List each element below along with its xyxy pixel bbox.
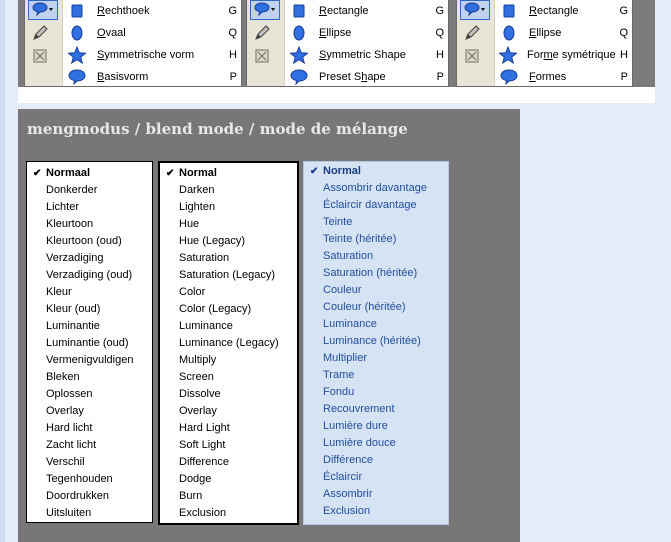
blend-option-label: Normal	[179, 167, 217, 179]
menu-item-ellipse[interactable]	[286, 22, 444, 44]
menu-item-shortcut: P	[229, 71, 237, 83]
blend-option-saturation[interactable]	[304, 248, 448, 265]
blend-option-luminantie-oud[interactable]	[27, 335, 152, 352]
star-icon	[499, 46, 517, 64]
menu-item-shortcut: Q	[228, 27, 237, 39]
blend-option-normal[interactable]	[160, 165, 297, 182]
blend-option-label: Hard licht	[46, 422, 93, 434]
blend-option-label: Normal	[323, 165, 361, 177]
blend-option-color-legacy[interactable]	[160, 301, 297, 318]
speech-bubble-icon	[499, 69, 519, 85]
blend-option-label: Multiply	[179, 354, 217, 366]
star-icon	[289, 46, 309, 64]
blend-option-label: Luminance	[323, 318, 377, 330]
blend-option-overlay[interactable]	[160, 403, 297, 420]
blend-option-label: Teinte (héritée)	[323, 233, 397, 245]
speech-bubble-icon	[289, 69, 309, 85]
menu-item-label: Symmetric Shape	[319, 49, 406, 61]
blend-option-label: Difference	[179, 456, 229, 468]
blend-option-label: Trame	[323, 369, 355, 381]
menu-item-rechthoek[interactable]	[64, 0, 237, 22]
menu-item-ovaal[interactable]	[64, 22, 237, 44]
blend-option-label: Kleurtoon	[46, 218, 94, 230]
blend-option-soft-light[interactable]	[160, 437, 297, 454]
blend-option-label: Overlay	[179, 405, 217, 417]
menu-item-ellipse[interactable]	[496, 22, 628, 44]
blend-option-label: Color (Legacy)	[179, 303, 252, 315]
menu-item-basisvorm[interactable]	[64, 66, 237, 88]
menu-item-shortcut: P	[436, 71, 444, 83]
ellipse-icon	[499, 25, 519, 41]
blend-option-label: Dissolve	[179, 388, 221, 400]
blend-option-label: Exclusion	[179, 507, 227, 519]
blend-option-fondu[interactable]	[304, 384, 448, 401]
blend-option-label: Soft Light	[179, 439, 226, 451]
blend-option-label: Overlay	[46, 405, 84, 417]
menu-item-shortcut: H	[229, 49, 237, 61]
menu-item-label: Ovaal	[97, 27, 126, 39]
blend-option-assombrir-davantage[interactable]	[304, 180, 448, 197]
shape-edit-tool-icon[interactable]	[250, 46, 274, 66]
blend-option-multiplier[interactable]	[304, 350, 448, 367]
blend-option-label: Éclaircir davantage	[323, 199, 417, 211]
rectangle-icon	[67, 4, 87, 18]
blend-option-label: Fondu	[323, 386, 355, 398]
menu-item-rectangle[interactable]	[496, 0, 628, 22]
blend-option-luminance-heritee[interactable]	[304, 333, 448, 350]
blend-option-tegenhouden[interactable]	[27, 471, 152, 488]
blend-option-label: Lumière dure	[323, 420, 388, 432]
blend-mode-panel	[18, 109, 520, 542]
blend-option-label: Assombrir davantage	[323, 182, 427, 194]
blend-option-bleken[interactable]	[27, 369, 152, 386]
blend-option-screen[interactable]	[160, 369, 297, 386]
blend-option-luminance-legacy[interactable]	[160, 335, 297, 352]
blend-option-darken[interactable]	[160, 182, 297, 199]
blend-option-verschil[interactable]	[27, 454, 152, 471]
shape-tool-buttons	[26, 0, 62, 66]
blend-option-label: Saturation (héritée)	[323, 267, 418, 279]
blend-option-label: Uitsluiten	[46, 507, 92, 519]
blend-option-doordrukken[interactable]	[27, 488, 152, 505]
shape-menu-english	[246, 0, 449, 87]
shape-menus-band	[18, 0, 655, 103]
blend-option-label: Bleken	[46, 371, 80, 383]
blend-option-label: Exclusion	[323, 505, 371, 517]
blend-option-color[interactable]	[160, 284, 297, 301]
blend-option-label: Vermenigvuldigen	[46, 354, 134, 366]
blend-option-normaal[interactable]	[27, 165, 152, 182]
blend-option-label: Kleur	[46, 286, 72, 298]
blend-option-difference[interactable]	[304, 452, 448, 469]
menu-item-label: Forme symétrique	[527, 49, 616, 61]
menu-item-label: Basisvorm	[97, 71, 149, 83]
blend-list-dutch	[26, 161, 153, 523]
blend-option-label: Doordrukken	[46, 490, 109, 502]
blend-option-label: Luminance (héritée)	[323, 335, 421, 347]
ellipse-icon	[289, 25, 309, 41]
blend-option-exclusion[interactable]	[160, 505, 297, 522]
shape-tool-buttons	[458, 0, 494, 66]
menu-item-shortcut: G	[619, 5, 628, 17]
rectangle-icon	[289, 4, 309, 18]
blend-option-verzadiging-oud[interactable]	[27, 267, 152, 284]
blend-option-label: Kleurtoon (oud)	[46, 235, 122, 247]
menu-item-preset-shape[interactable]	[286, 66, 444, 88]
blend-option-label: Luminantie	[46, 320, 100, 332]
blend-option-kleur[interactable]	[27, 284, 152, 301]
check-icon: ✔	[310, 166, 319, 177]
blend-option-label: Darken	[179, 184, 215, 196]
blend-option-label: Saturation (Legacy)	[179, 269, 275, 281]
menu-item-shortcut: G	[435, 5, 444, 17]
speech-bubble-tool-icon[interactable]	[28, 0, 58, 20]
blend-option-saturation[interactable]	[160, 250, 297, 267]
blend-option-label: Multiplier	[323, 352, 368, 364]
blend-option-difference[interactable]	[160, 454, 297, 471]
blend-option-trame[interactable]	[304, 367, 448, 384]
menu-item-rectangle[interactable]	[286, 0, 444, 22]
menu-item-shortcut: H	[436, 49, 444, 61]
menu-item-symmetrische-vorm[interactable]	[64, 44, 237, 66]
blend-option-dodge[interactable]	[160, 471, 297, 488]
blend-option-overlay[interactable]	[27, 403, 152, 420]
blend-option-label: Verzadiging	[46, 252, 104, 264]
blend-option-label: Luminantie (oud)	[46, 337, 129, 349]
blend-option-label: Teinte	[323, 216, 353, 228]
pen-tool-icon[interactable]	[460, 23, 484, 43]
blend-option-label: Saturation	[179, 252, 230, 264]
shape-menu-french	[456, 0, 633, 87]
blend-option-saturation-heritee[interactable]	[304, 265, 448, 282]
blend-option-label: Hue	[179, 218, 200, 230]
menu-item-label: Ellipse	[529, 27, 562, 39]
blend-option-label: Éclaircir	[323, 471, 363, 483]
menu-item-label: Rectangle	[319, 5, 369, 17]
blend-option-label: Dodge	[179, 473, 212, 485]
blend-option-normal[interactable]	[304, 163, 448, 180]
blend-option-assombrir[interactable]	[304, 486, 448, 503]
blend-option-label: Zacht licht	[46, 439, 97, 451]
menu-item-label: Formes	[529, 71, 567, 83]
blend-option-label: Verzadiging (oud)	[46, 269, 133, 281]
shape-edit-tool-icon[interactable]	[28, 46, 52, 66]
menu-item-shortcut: Q	[619, 27, 628, 39]
shape-menu-dutch	[24, 0, 242, 87]
blend-option-hard-licht[interactable]	[27, 420, 152, 437]
blend-option-label: Différence	[323, 454, 373, 466]
blend-option-lichter[interactable]	[27, 199, 152, 216]
blend-option-label: Verschil	[46, 456, 85, 468]
blend-option-label: Lichter	[46, 201, 80, 213]
blend-option-label: Luminance (Legacy)	[179, 337, 279, 349]
blend-option-label: Burn	[179, 490, 203, 502]
menu-item-label: Rechthoek	[97, 5, 150, 17]
speech-bubble-icon	[67, 69, 87, 85]
blend-option-multiply[interactable]	[160, 352, 297, 369]
rectangle-icon	[499, 4, 519, 18]
menu-item-label: Preset Shape	[319, 71, 386, 83]
blend-option-label: Couleur	[323, 284, 362, 296]
blend-option-donkerder[interactable]	[27, 182, 152, 199]
menu-item-label: Rectangle	[529, 5, 579, 17]
blend-option-vermenigvuldigen[interactable]	[27, 352, 152, 369]
blend-option-label: Donkerder	[46, 184, 98, 196]
blend-option-label: Lumière douce	[323, 437, 396, 449]
blend-option-label: Assombrir	[323, 488, 373, 500]
blend-option-burn[interactable]	[160, 488, 297, 505]
menu-item-forme-symetrique[interactable]	[496, 44, 628, 66]
blend-option-couleur[interactable]	[304, 282, 448, 299]
blend-option-verzadiging[interactable]	[27, 250, 152, 267]
blend-option-saturation-legacy[interactable]	[160, 267, 297, 284]
blend-option-luminance[interactable]	[160, 318, 297, 335]
blend-option-teinte[interactable]	[304, 214, 448, 231]
pen-tool-icon[interactable]	[28, 23, 52, 43]
blend-option-label: Hue (Legacy)	[179, 235, 246, 247]
menu-item-label: Ellipse	[319, 27, 352, 39]
shape-edit-tool-icon[interactable]	[460, 46, 484, 66]
blend-option-oplossen[interactable]	[27, 386, 152, 403]
blend-option-uitsluiten[interactable]	[27, 505, 152, 522]
blend-option-zacht-licht[interactable]	[27, 437, 152, 454]
blend-option-kleur-oud[interactable]	[27, 301, 152, 318]
blend-option-lumiere-douce[interactable]	[304, 435, 448, 452]
blend-option-label: Oplossen	[46, 388, 93, 400]
blend-option-recouvrement[interactable]	[304, 401, 448, 418]
ellipse-icon	[67, 25, 87, 41]
blend-option-label: Kleur (oud)	[46, 303, 101, 315]
blend-option-lighten[interactable]	[160, 199, 297, 216]
blend-option-label: Recouvrement	[323, 403, 395, 415]
shape-tool-buttons	[248, 0, 284, 66]
check-icon: ✔	[33, 168, 42, 179]
blend-option-exclusion[interactable]	[304, 503, 448, 520]
star-icon	[67, 46, 87, 64]
speech-bubble-tool-icon[interactable]	[460, 0, 490, 20]
left-edge-strip	[0, 0, 5, 542]
blend-option-couleur-heritee[interactable]	[304, 299, 448, 316]
blend-option-label: Tegenhouden	[46, 473, 113, 485]
blend-option-label: Normaal	[46, 167, 91, 179]
blend-option-label: Saturation	[323, 250, 374, 262]
blend-option-label: Luminance	[179, 320, 233, 332]
speech-bubble-tool-icon[interactable]	[250, 0, 280, 20]
blend-option-label: Lighten	[179, 201, 216, 213]
blend-option-hard-light[interactable]	[160, 420, 297, 437]
blend-mode-title: mengmodus / blend mode / mode de mélange	[27, 120, 408, 138]
blend-option-kleurtoon-oud[interactable]	[27, 233, 152, 250]
menu-item-symmetric-shape[interactable]	[286, 44, 444, 66]
menu-item-shortcut: Q	[435, 27, 444, 39]
blend-option-eclaircir-davantage[interactable]	[304, 197, 448, 214]
menu-item-shortcut: P	[620, 71, 628, 83]
blend-list-english	[158, 161, 299, 525]
menu-item-formes[interactable]	[496, 66, 628, 88]
blend-option-label: Screen	[179, 371, 214, 383]
blend-option-label: Color	[179, 286, 206, 298]
blend-option-hue-legacy[interactable]	[160, 233, 297, 250]
blend-option-kleurtoon[interactable]	[27, 216, 152, 233]
blend-option-label: Couleur (héritée)	[323, 301, 406, 313]
blend-option-lumiere-dure[interactable]	[304, 418, 448, 435]
menu-item-label: Symmetrische vorm	[97, 49, 195, 61]
pen-tool-icon[interactable]	[250, 23, 274, 43]
blend-list-french	[303, 161, 449, 525]
blend-option-teinte-heritee[interactable]	[304, 231, 448, 248]
check-icon: ✔	[166, 168, 175, 179]
blend-option-label: Hard Light	[179, 422, 230, 434]
blend-option-dissolve[interactable]	[160, 386, 297, 403]
menu-item-shortcut: H	[620, 49, 628, 61]
blend-option-eclaircir[interactable]	[304, 469, 448, 486]
menu-item-shortcut: G	[228, 5, 237, 17]
blend-option-luminantie[interactable]	[27, 318, 152, 335]
blend-option-hue[interactable]	[160, 216, 297, 233]
blend-option-luminance[interactable]	[304, 316, 448, 333]
